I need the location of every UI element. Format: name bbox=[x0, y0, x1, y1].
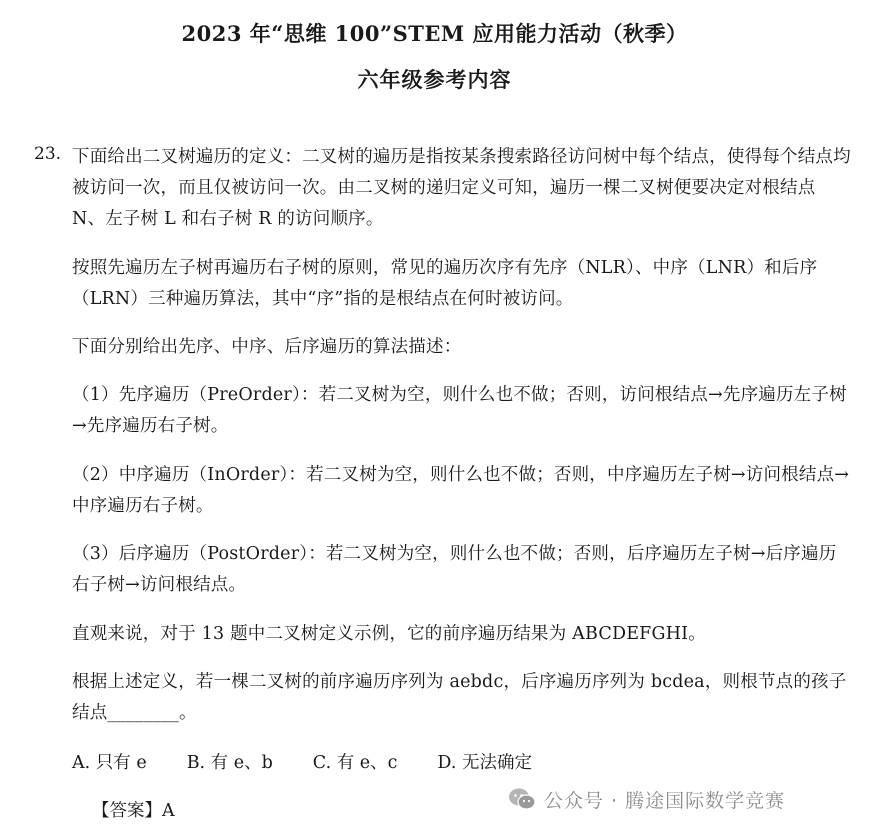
paragraph-definition: 下面给出二叉树遍历的定义：二叉树的遍历是指按某条搜索路径访问树中每个结点，使得每个结点均被访问一次，而且仅被访问一次。由二叉树的递归定义可知，遍历一棵二叉树便要决定对根结点 N、左子树 L 和右子树 R 的访问顺序。 bbox=[72, 147, 851, 229]
option-a: A. 只有 e bbox=[72, 753, 147, 773]
option-b: B. 有 e、b bbox=[186, 753, 273, 773]
paragraph-postorder: （3）后序遍历（PostOrder）：若二叉树为空，则什么也不做；否则，后序遍历左子树→后序遍历右子树→访问根结点。 bbox=[72, 544, 837, 595]
watermark bbox=[508, 782, 785, 816]
paragraph-algorithm-intro: 下面分别给出先序、中序、后序遍历的算法描述： bbox=[72, 337, 462, 357]
option-d: D. 无法确定 bbox=[437, 753, 532, 773]
answer-options bbox=[72, 748, 532, 779]
wechat-icon bbox=[508, 787, 536, 811]
paragraph-example: 直观来说，对于 13 题中二叉树定义示例，它的前序遍历结果为 ABCDEFGHI。 bbox=[72, 624, 706, 644]
document-title: 2023 年“思维 100”STEM 应用能力活动（秋季） bbox=[181, 21, 688, 46]
paragraph-traversal-orders: 按照先遍历左子树再遍历右子树的原则，常见的遍历次序有先序（NLR）、中序（LNR）和后序（LRN）三种遍历算法，其中“序”指的是根结点在何时被访问。 bbox=[72, 258, 818, 309]
document-subtitle: 六年级参考内容 bbox=[357, 67, 512, 92]
paragraph-question: 根据上述定义，若一棵二叉树的前序遍历序列为 aebdc，后序遍历序列为 bcdea，则根节点的孩子结点________。 bbox=[72, 672, 847, 723]
paragraph-preorder: （1）先序遍历（PreOrder）：若二叉树为空，则什么也不做；否则，访问根结点→先序遍历左子树→先序遍历右子树。 bbox=[72, 385, 847, 436]
watermark-text: 公众号 · 腾途国际数学竞赛 bbox=[544, 789, 786, 812]
paragraph-inorder: （2）中序遍历（InOrder）：若二叉树为空，则什么也不做；否则，中序遍历左子树→访问根结点→中序遍历右子树。 bbox=[72, 465, 850, 516]
question-number: 23. bbox=[34, 144, 62, 164]
option-c: C. 有 e、c bbox=[312, 753, 398, 773]
answer-text: 【答案】A bbox=[92, 801, 175, 821]
